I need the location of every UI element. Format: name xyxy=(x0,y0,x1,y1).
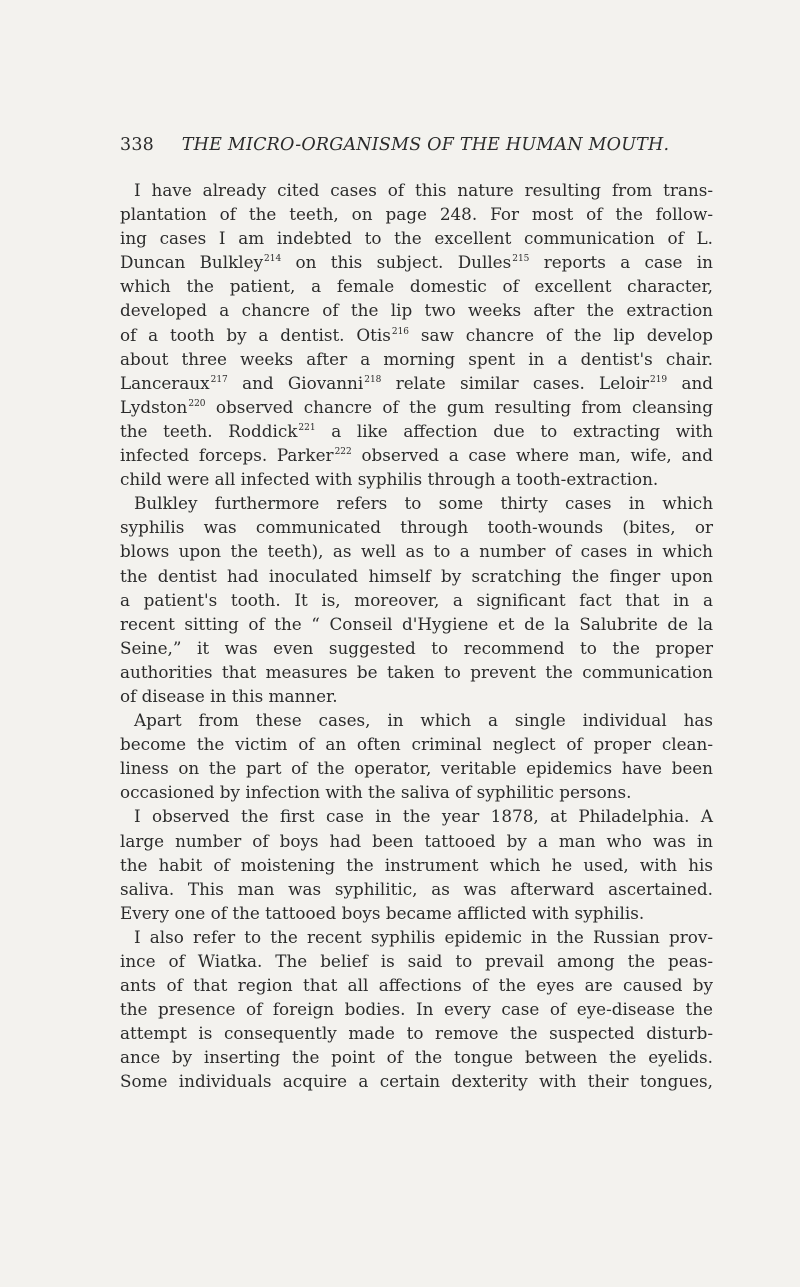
text-fragment: relate similar cases. Leloir xyxy=(395,372,649,393)
text-line: occasioned by infection with the saliva of syphilitic persons. xyxy=(120,782,632,803)
reference-marker: 216 xyxy=(391,326,410,337)
text-fragment: reports a case in xyxy=(543,252,713,273)
reference-marker: 214 xyxy=(264,254,282,265)
text-line: saliva. This man was syphilitic, as was afterward ascertained. xyxy=(120,878,713,899)
text-line xyxy=(120,371,713,395)
text-line: blows upon the teeth), as well as to a number of cases in which xyxy=(120,541,713,562)
text-line: Apart from these cases, in which a single individual has xyxy=(134,710,713,731)
reference-marker: 220 xyxy=(188,398,206,409)
page-header xyxy=(120,135,700,155)
text-line xyxy=(120,323,713,347)
text-line: recent sitting of the “ Conseil d'Hygiene et de la Salubrite de la xyxy=(120,613,713,634)
text-line: ing cases I am indebted to the excellent communication of L. xyxy=(120,228,713,249)
text-line: authorities that measures be taken to prevent the communication xyxy=(120,661,713,682)
text-line: of disease in this manner. xyxy=(120,685,338,706)
text-line xyxy=(120,443,713,467)
text-line: ance by inserting the point of the tongue between the eyelids. xyxy=(120,1047,713,1068)
text-fragment: on this subject. Dulles xyxy=(295,252,512,273)
reference-marker: 217 xyxy=(210,374,228,385)
reference-marker: 218 xyxy=(364,374,382,385)
text-line: plantation of the teeth, on page 248. For most of the follow- xyxy=(120,204,713,225)
text-line: become the victim of an often criminal neglect of proper clean- xyxy=(120,734,713,755)
text-line: the habit of moistening the instrument which he used, with his xyxy=(120,854,713,875)
reference-marker: 222 xyxy=(334,447,352,458)
text-line: the dentist had inoculated himself by scratching the finger upon xyxy=(120,565,713,586)
text-line: ants of that region that all affections of the eyes are caused by xyxy=(120,975,713,996)
text-fragment: and Giovanni xyxy=(242,372,364,393)
text-line: Some individuals acquire a certain dexterity with their tongues, xyxy=(120,1071,713,1092)
text-fragment: and xyxy=(681,372,714,393)
body-text xyxy=(120,178,713,1094)
text-line xyxy=(120,419,713,443)
text-line: I also refer to the recent syphilis epidemic in the Russian prov- xyxy=(134,926,713,947)
text-line: attempt is consequently made to remove the suspected disturb- xyxy=(120,1023,713,1044)
text-line xyxy=(120,250,713,274)
text-line: Every one of the tattooed boys became afflicted with syphilis. xyxy=(120,902,645,923)
text-fragment: of a tooth by a dentist. Otis xyxy=(120,324,391,345)
text-fragment: a like affection due to extracting with xyxy=(331,420,713,441)
text-line: the presence of foreign bodies. In every case of eye-disease the xyxy=(120,999,713,1020)
text-line: about three weeks after a morning spent in a dentist's chair. xyxy=(120,348,713,369)
text-fragment: saw chancre of the lip develop xyxy=(420,324,713,345)
text-line: developed a chancre of the lip two weeks after the extraction xyxy=(120,300,713,321)
text-fragment: observed a case where man, wife, and xyxy=(361,445,713,466)
text-line: Seine,” it was even suggested to recommend to the proper xyxy=(120,637,713,658)
reference-marker: 215 xyxy=(512,254,530,265)
text-line: ince of Wiatka. The belief is said to prevail among the peas- xyxy=(120,951,713,971)
text-fragment: Lydston xyxy=(120,396,188,417)
page-number: 338 xyxy=(120,135,155,155)
text-fragment: the teeth. Roddick xyxy=(120,420,298,441)
text-fragment: Duncan Bulkley xyxy=(120,252,264,273)
text-line: Bulkley furthermore refers to some thirty cases in which xyxy=(134,493,713,514)
reference-marker: 219 xyxy=(649,374,668,385)
text-line: which the patient, a female domestic of excellent character, xyxy=(120,276,713,297)
text-fragment: observed chancre of the gum resulting from cleansing xyxy=(215,396,713,417)
text-line: large number of boys had been tattooed by a man who was in xyxy=(120,830,713,851)
text-line: syphilis was communicated through tooth-wounds (bites, or xyxy=(120,517,713,538)
text-line: liness on the part of the operator, veritable epidemics have been xyxy=(120,758,713,779)
text-line: a patient's tooth. It is, moreover, a significant fact that in a xyxy=(120,589,713,610)
reference-marker: 221 xyxy=(298,422,316,433)
text-fragment: infected forceps. Parker xyxy=(120,445,334,466)
text-line: I have already cited cases of this nature resulting from trans- xyxy=(134,180,713,200)
text-line xyxy=(120,395,713,419)
text-fragment: Lanceraux xyxy=(120,372,210,393)
text-line: child were all infected with syphilis through a tooth-extraction. xyxy=(120,469,659,490)
text-line: I observed the first case in the year 1878, at Philadelphia. A xyxy=(134,806,713,827)
running-title: THE MICRO-ORGANISMS OF THE HUMAN MOUTH. xyxy=(181,135,670,155)
